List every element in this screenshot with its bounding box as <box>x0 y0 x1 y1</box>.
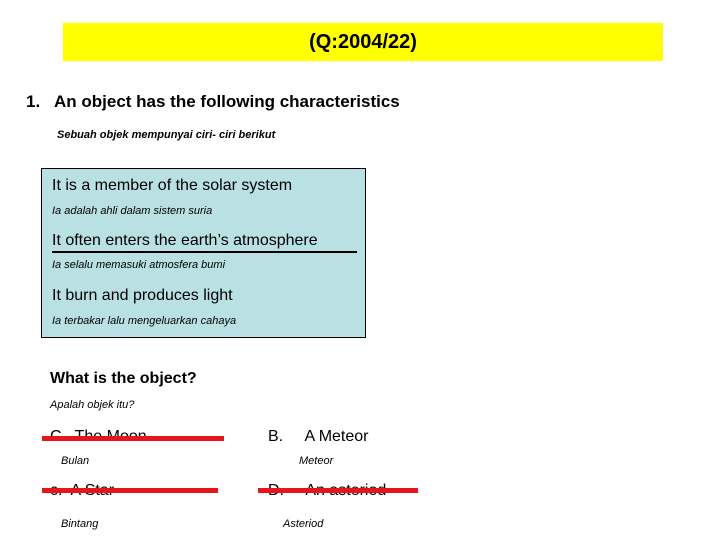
question-text: An object has the following characteristics <box>54 92 400 111</box>
question-subtext: Sebuah objek mempunyai ciri- ciri berikut <box>57 129 276 141</box>
characteristic-2-underline <box>52 251 357 253</box>
option-c-strikethrough <box>42 436 224 441</box>
option-c-moon-translation: Bulan <box>61 455 90 467</box>
characteristic-3: It burn and produces light <box>52 287 233 304</box>
title-banner <box>63 23 663 61</box>
option-c-star-translation: Bintang <box>61 518 99 530</box>
option-d-asteroid-translation: Asteriod <box>283 518 324 530</box>
prompt-question: What is the object? <box>50 370 197 387</box>
characteristic-2-translation: Ia selalu memasuki atmosfera bumi <box>52 259 226 271</box>
characteristic-1-translation: Ia adalah ahli dalam sistem suria <box>52 205 213 217</box>
option-b-meteor-translation: Meteor <box>299 455 334 467</box>
option-b-meteor[interactable]: B. A Meteor <box>268 428 369 445</box>
prompt-subtext: Apalah objek itu? <box>50 399 135 411</box>
characteristic-1: It is a member of the solar system <box>52 177 293 194</box>
question-number: 1. <box>26 92 41 111</box>
question-code: (Q:2004/22) <box>309 31 417 53</box>
characteristic-2: It often enters the earth’s atmosphere <box>52 232 318 249</box>
option-d-strikethrough <box>258 488 418 493</box>
option-star-strikethrough <box>42 488 218 493</box>
characteristic-3-translation: Ia terbakar lalu mengeluarkan cahaya <box>52 315 237 327</box>
